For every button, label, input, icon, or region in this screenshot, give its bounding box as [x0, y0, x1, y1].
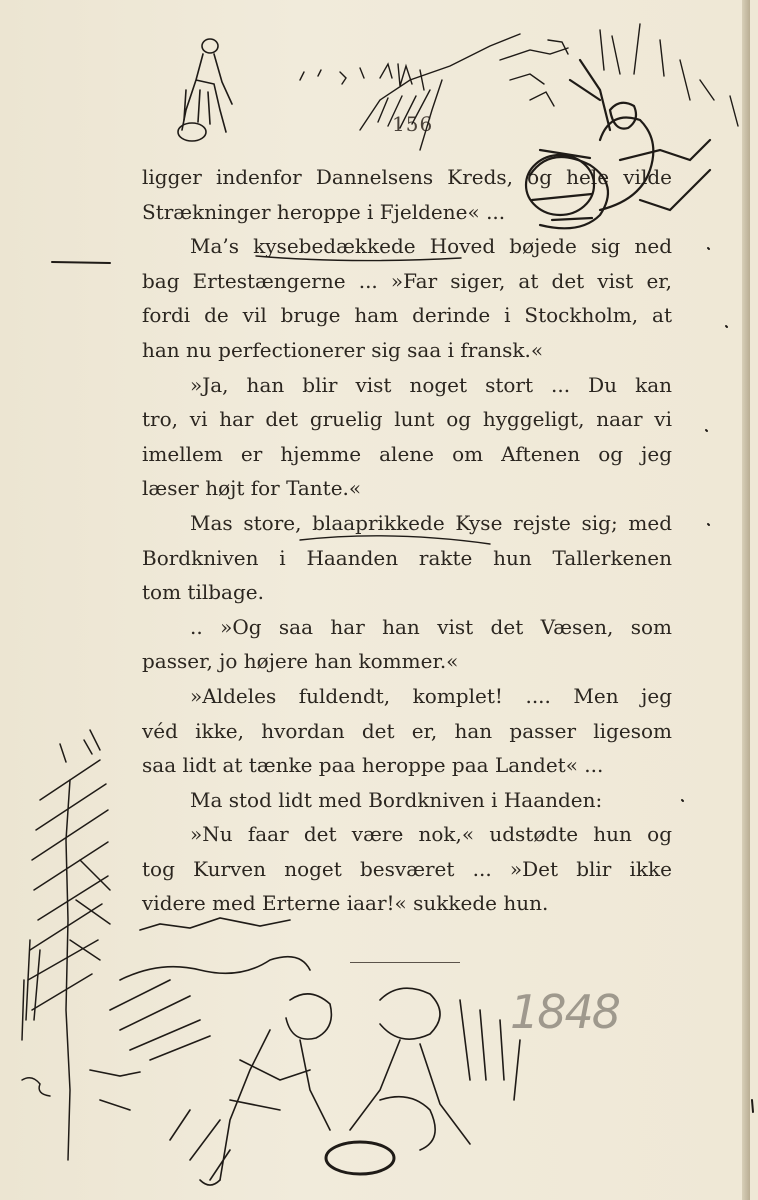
text-line: Ma’s kysebedækkede Hoved bøjede sig ned: [190, 234, 672, 259]
page-number: 156: [392, 112, 434, 136]
text-line: Bordkniven i Haanden rakte hun Tallerkenen: [142, 545, 672, 570]
body-text: [142, 160, 672, 921]
top-landscape-scribbles: [300, 24, 738, 150]
text-line: Mas store, blaaprikkede Kyse rejste sig; med: [190, 510, 672, 535]
text-line: ligger indenfor Dannelsens Kreds, og hele vilde: [142, 165, 672, 189]
text-line: .. »Og saa har han vist det Væsen, som: [190, 614, 672, 639]
text-line: imellem er hjemme alene om Aftenen og jeg: [142, 441, 672, 466]
margin-dash-mark: [52, 262, 110, 263]
text-line: fordi de vil bruge ham derinde i Stockholm, at: [142, 303, 672, 328]
text-line: saa lidt at tænke paa heroppe paa Landet« ...: [142, 753, 604, 778]
text-line: læser højt for Tante.«: [142, 476, 362, 501]
text-line: han nu perfectionerer sig saa i fransk.«: [142, 337, 544, 362]
text-line: bag Ertestængerne ... »Far siger, at det vist er,: [142, 268, 672, 293]
text-line: videre med Erterne iaar!« sukkede hun.: [142, 891, 549, 916]
text-line: tro, vi har det gruelig lunt og hyggeligt, naar vi: [142, 407, 672, 432]
text-line: »Ja, han blir vist noget stort ... Du kan: [190, 372, 672, 397]
text-line: Strækninger heroppe i Fjeldene« ...: [142, 199, 506, 224]
text-line: véd ikke, hvordan det er, han passer ligesom: [142, 718, 672, 743]
page-edge: [742, 0, 750, 1200]
bottom-figures-sketch: [90, 918, 520, 1185]
text-line: tog Kurven noget besværet ... »Det blir ikke: [142, 856, 672, 881]
tree-sketch-left: [22, 730, 110, 1160]
section-divider: [350, 962, 460, 963]
text-line: tom tilbage.: [142, 580, 264, 605]
text-line: Ma stod lidt med Bordkniven i Haanden:: [190, 787, 603, 812]
handwritten-pencil-number: 1848: [510, 985, 620, 1039]
text-line: »Nu faar det være nok,« udstødte hun og: [190, 822, 672, 847]
woman-with-basket-sketch: [178, 39, 232, 141]
text-line: »Aldeles fuldendt, komplet! .... Men jeg: [190, 683, 672, 708]
text-line: passer, jo højere han kommer.«: [142, 649, 459, 674]
